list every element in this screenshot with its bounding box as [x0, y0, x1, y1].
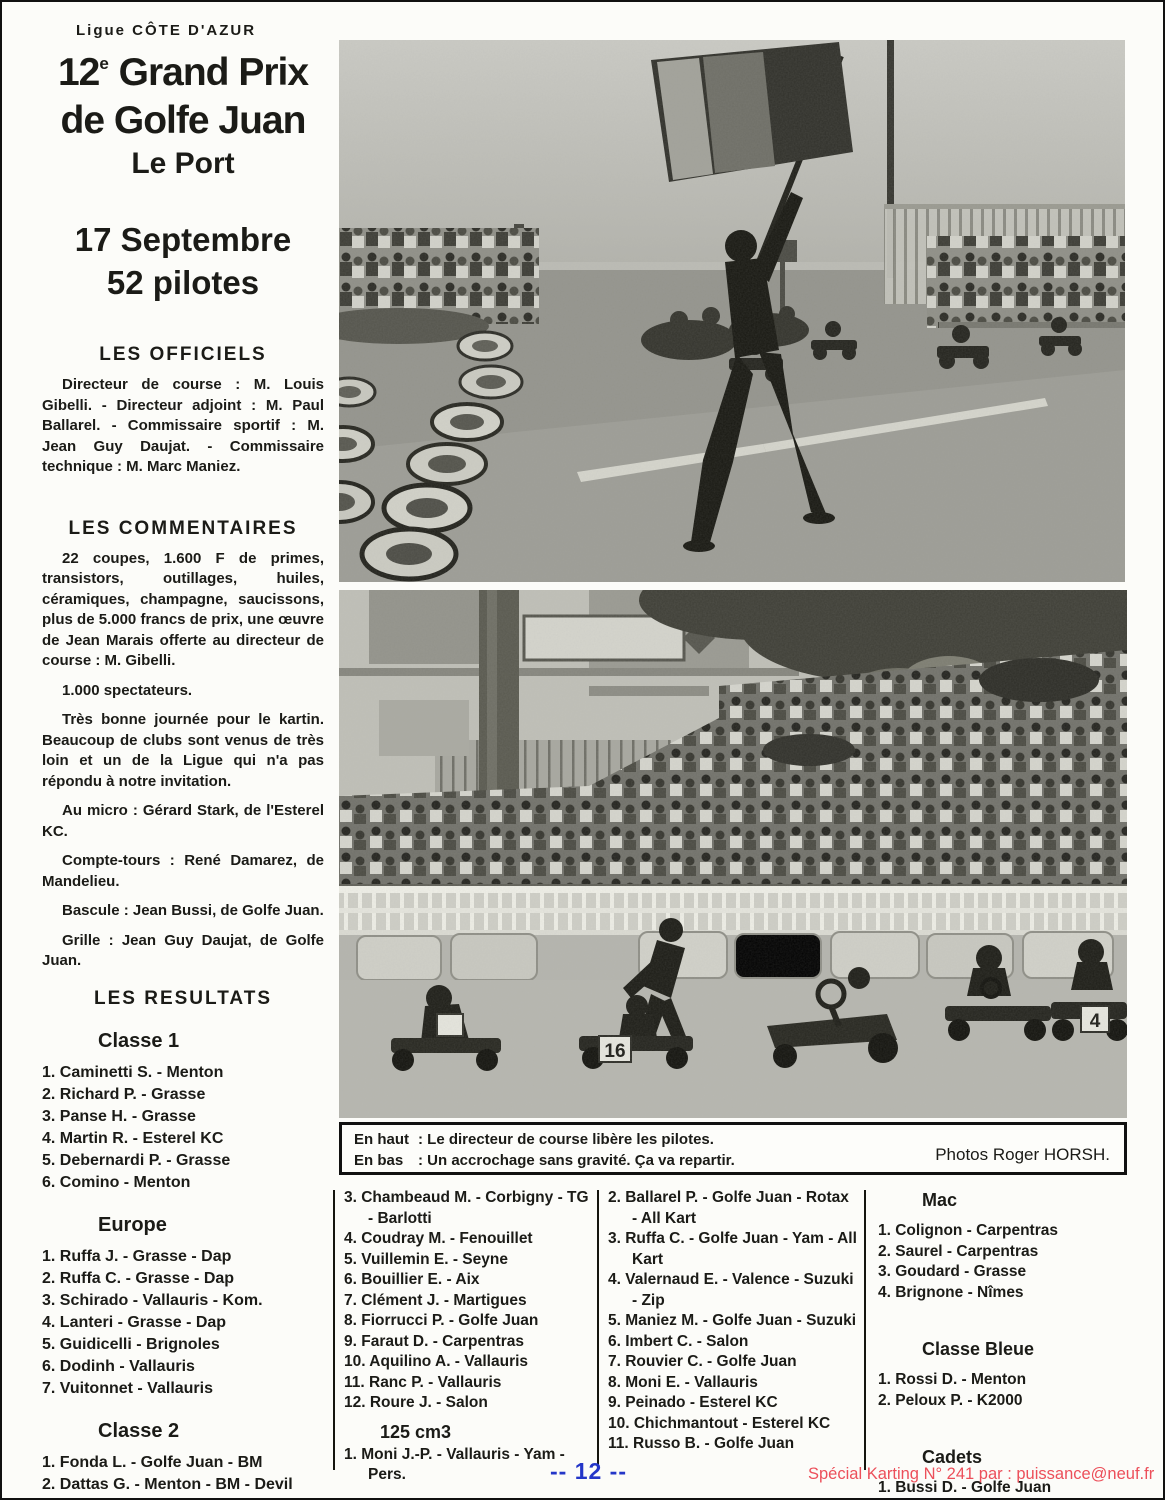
list-item: 5. Maniez M. - Golfe Juan - Suzuki: [608, 1312, 857, 1329]
list-item: 6. Imbert C. - Salon: [608, 1332, 749, 1350]
results-column-2: [344, 1188, 590, 1486]
list-item: 6. Bouillier E. - Aix: [344, 1271, 480, 1288]
class1-heading: Classe 1: [98, 1030, 180, 1052]
list-item: Au micro : Gérard Stark, de l'Esterel KC.: [42, 802, 324, 840]
list-item: 12. Roure J. - Salon: [344, 1394, 488, 1411]
list-item: 4. Brignone - Nîmes: [878, 1283, 1024, 1301]
europe-heading: Europe: [98, 1214, 167, 1236]
list-item: 22 coupes, 1.600 F de primes, transistors, outillages, huiles, céramiques, champagne, saucissons, plus de 5.000 francs de prix, une œuvre de Jean Marais offerte au directeur de course : M. Gibelli.: [42, 549, 324, 669]
list-item: 6. Dodinh - Vallauris: [42, 1358, 195, 1375]
list-item: 4. Coudray M. - Fenouillet: [344, 1230, 533, 1247]
title-ordinal: e: [99, 54, 109, 73]
photo-top-race-start: [339, 40, 1125, 582]
list-item: 4. Martin R. - Esterel KC: [42, 1130, 224, 1147]
title-number: 12: [57, 51, 100, 94]
list-item: 3. Panse H. - Grasse: [42, 1108, 196, 1125]
list-item: 1. Moni J.-P. - Vallauris - Yam - Pers.: [344, 1445, 565, 1483]
kart-number-16: 16: [604, 1041, 626, 1062]
mac-section: [878, 1190, 1130, 1303]
class-125-continued-list: [608, 1188, 858, 1455]
photo-credit: Photos Roger HORSH.: [935, 1145, 1110, 1164]
list-item: 3. Chambeaud M. - Corbigny - TG - Barlotti: [344, 1189, 589, 1227]
list-item: 10. Chichmantout - Esterel KC: [608, 1414, 831, 1432]
left-column: [42, 14, 324, 990]
list-item: 1. Rossi D. - Menton: [878, 1371, 1027, 1388]
list-item: 3. Schirado - Vallauris - Kom.: [42, 1292, 263, 1309]
class2-heading: Classe 2: [98, 1420, 180, 1442]
comments-heading: LES COMMENTAIRES: [68, 517, 298, 539]
list-item: 11. Ranc P. - Vallauris: [344, 1373, 502, 1391]
officials-body: Directeur de course : M. Louis Gibelli. - Directeur adjoint : M. Paul Ballarel. - Commissaire sportif : M. Jean Guy Daujat. - Commissaire technique : M. Marc Maniez.: [42, 376, 324, 475]
results-heading: LES RESULTATS: [94, 988, 272, 1009]
list-item: 2. Dattas G. - Menton - BM - Devil: [42, 1476, 293, 1493]
mac-heading: Mac: [922, 1190, 958, 1210]
list-item: 7. Clément J. - Martigues: [344, 1291, 527, 1309]
league-heading: Ligue CÔTE D'AZUR: [76, 22, 257, 39]
results-column-4: [878, 1188, 1130, 1499]
caption-text-top: : Le directeur de course libère les pilotes.: [418, 1131, 714, 1148]
list-item: 1. Fonda L. - Golfe Juan - BM: [42, 1454, 263, 1471]
list-item: 10. Aquilino A. - Vallauris: [344, 1353, 529, 1370]
mac-list: [878, 1221, 1130, 1303]
list-item: 2. Saurel - Carpentras: [878, 1242, 1039, 1260]
page-number: -- 12 --: [550, 1458, 627, 1484]
europe-continued-list: [344, 1188, 590, 1414]
class-125cm3-heading: 125 cm3: [380, 1421, 452, 1442]
officials-heading: LES OFFICIELS: [99, 344, 267, 365]
event-pilots-count: 52 pilotes: [106, 264, 260, 301]
list-item: 1. Caminetti S. - Menton: [42, 1064, 224, 1081]
kart-number-4: 4: [1089, 1011, 1101, 1032]
list-item: Très bonne journée pour le kartin. Beaucoup de clubs sont venus de très loin et un de la Ligue qui n'a pas répondu à notre invitation.: [42, 711, 324, 790]
page-title-line2: de Golfe Juan: [60, 99, 306, 142]
list-item: 1.000 spectateurs.: [62, 681, 193, 699]
event-date: 17 Septembre: [74, 221, 292, 258]
list-item: 1. Bussi D. - Golfe Juan: [878, 1479, 1052, 1496]
list-item: 9. Peinado - Esterel KC: [608, 1394, 778, 1411]
classe-bleue-heading: Classe Bleue: [922, 1339, 1035, 1359]
list-item: 3. Ruffa C. - Golfe Juan - Yam - All Kart: [608, 1230, 857, 1268]
caption-label-bottom: En bas: [354, 1152, 404, 1169]
column-divider: [864, 1190, 866, 1470]
comments-paragraphs: [42, 549, 324, 972]
list-item: Compte-tours : René Damarez, de Mandelieu.: [42, 852, 324, 890]
list-item: 2. Ruffa C. - Grasse - Dap: [42, 1270, 235, 1287]
list-item: 8. Moni E. - Vallauris: [608, 1373, 758, 1391]
results-column: [42, 988, 324, 1496]
footer-credit: [808, 1465, 1165, 1484]
list-item: 3. Goudard - Grasse: [878, 1263, 1027, 1280]
list-item: 4. Valernaud E. - Valence - Suzuki - Zip: [608, 1271, 854, 1309]
title-rest: Grand Prix: [108, 51, 309, 94]
class2-list: [42, 1452, 324, 1496]
list-item: 5. Guidicelli - Brignoles: [42, 1336, 220, 1353]
list-item: 2. Richard P. - Grasse: [42, 1086, 206, 1103]
list-item: 6. Comino - Menton: [42, 1174, 191, 1191]
page-title-line1: [42, 41, 324, 96]
class1-list: [42, 1062, 324, 1194]
photo-caption-box: [339, 1122, 1127, 1175]
list-item: 2. Ballarel P. - Golfe Juan - Rotax - All Kart: [608, 1189, 849, 1227]
list-item: 9. Faraut D. - Carpentras: [344, 1332, 525, 1350]
classe-bleue-list: [878, 1370, 1130, 1411]
results-column-3: [608, 1188, 858, 1455]
footer-credit-text: Spécial Karting N° 241 par : puissance@neuf.fr: [808, 1465, 1155, 1483]
list-item: 5. Vuillemin E. - Seyne: [344, 1250, 508, 1268]
list-item: 8. Fiorrucci P. - Golfe Juan: [344, 1312, 539, 1329]
classe-bleue-section: [878, 1339, 1130, 1411]
photo-bottom-karts: [339, 590, 1127, 1118]
list-item: 7. Rouvier C. - Golfe Juan: [608, 1353, 797, 1370]
list-item: 11. Russo B. - Golfe Juan: [608, 1435, 795, 1452]
list-item: 2. Peloux P. - K2000: [878, 1391, 1023, 1409]
list-item: 4. Lanteri - Grasse - Dap: [42, 1314, 227, 1331]
column-divider: [597, 1190, 599, 1470]
caption-label-top: En haut: [354, 1131, 409, 1148]
list-item: Bascule : Jean Bussi, de Golfe Juan.: [62, 902, 324, 919]
cadets-heading: Cadets: [922, 1447, 983, 1467]
list-item: 7. Vuitonnet - Vallauris: [42, 1380, 213, 1397]
column-divider: [333, 1190, 335, 1470]
list-item: Grille : Jean Guy Daujat, de Golfe Juan.: [42, 931, 324, 969]
list-item: 1. Ruffa J. - Grasse - Dap: [42, 1248, 232, 1265]
list-item: 5. Debernardi P. - Grasse: [42, 1152, 231, 1169]
event-info: [42, 218, 324, 304]
list-item: 1. Colignon - Carpentras: [878, 1222, 1058, 1239]
caption-text-bottom: : Un accrochage sans gravité. Ça va repartir.: [418, 1152, 735, 1169]
subtitle: Le Port: [131, 147, 235, 180]
europe-list: [42, 1246, 324, 1400]
